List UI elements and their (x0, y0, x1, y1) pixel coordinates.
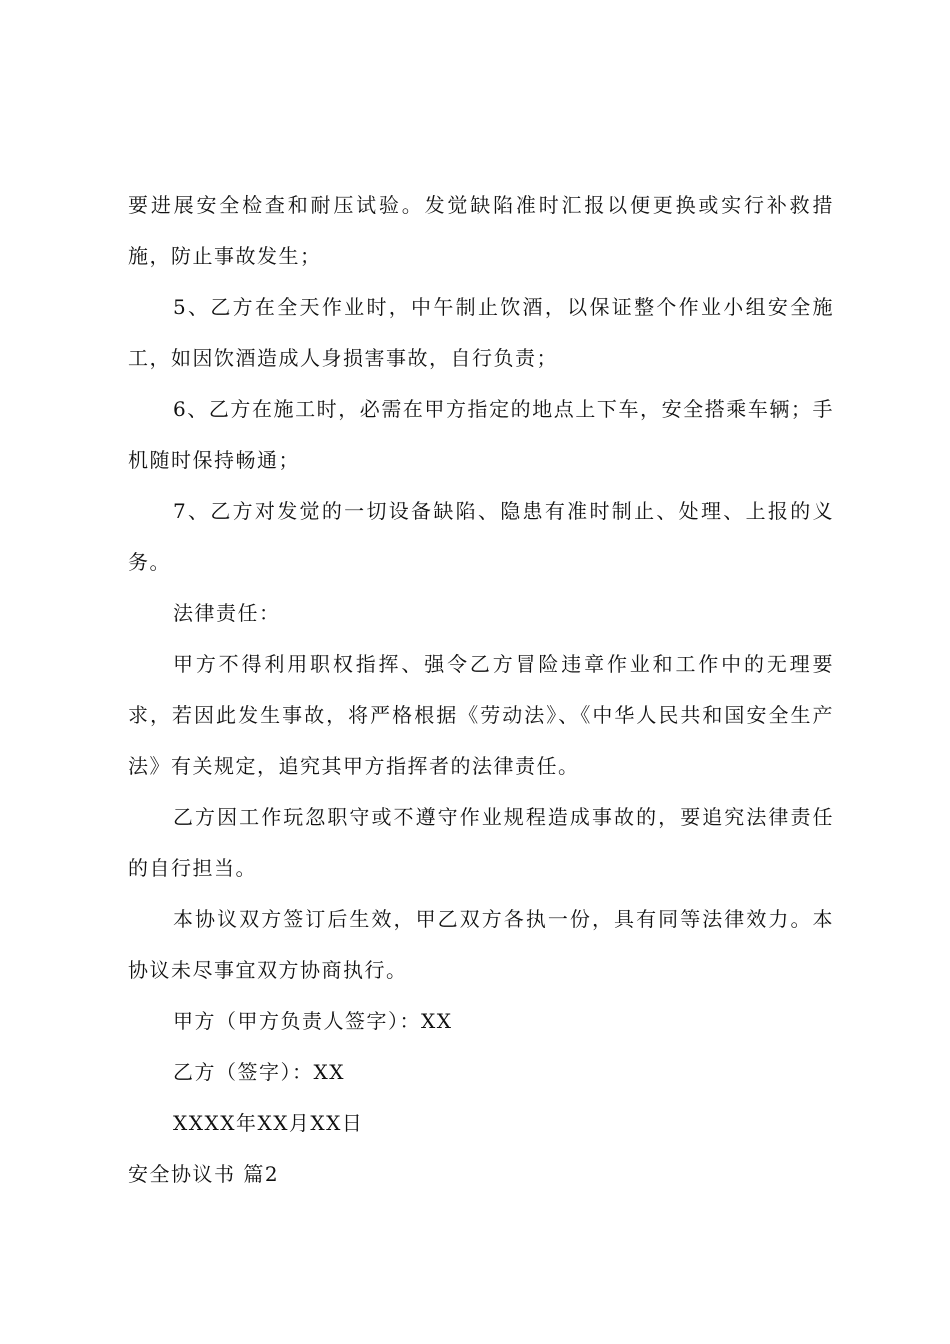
section-heading-legal-liability: 法律责任： (173, 601, 281, 625)
paragraph-inspection-continuation: 要进展安全检查和耐压试验。发觉缺陷准时汇报以便更换或实行补救措施，防止事故发生； (128, 193, 834, 268)
paragraph-legal-party-a: 甲方不得利用职权指挥、强令乙方冒险违章作业和工作中的无理要求，若因此发生事故，将严格根据《劳动法》、《中华人民共和国安全生产法》有关规定，追究其甲方指挥者的法律责任。 (128, 652, 834, 778)
paragraph-agreement-effect: 本协议双方签订后生效，甲乙双方各执一份，具有同等法律效力。本协议未尽事宜双方协商执行。 (128, 907, 834, 982)
next-section-title: 安全协议书 篇2 (128, 1162, 280, 1186)
paragraph-item-5: 5、乙方在全天作业时，中午制止饮酒，以保证整个作业小组安全施工，如因饮酒造成人身损害事故，自行负责； (128, 295, 834, 370)
paragraph-item-7: 7、乙方对发觉的一切设备缺陷、隐患有准时制止、处理、上报的义务。 (128, 499, 834, 574)
paragraph-item-6: 6、乙方在施工时，必需在甲方指定的地点上下车，安全搭乘车辆；手机随时保持畅通； (128, 397, 834, 472)
signature-party-a: 甲方（甲方负责人签字）：XX (173, 1009, 453, 1033)
paragraph-legal-party-b: 乙方因工作玩忽职守或不遵守作业规程造成事故的，要追究法律责任的自行担当。 (128, 805, 834, 880)
document-body (128, 180, 834, 1200)
signature-party-b: 乙方（签字）：XX (173, 1060, 345, 1084)
signature-date: XXXX年XX月XX日 (173, 1111, 364, 1135)
